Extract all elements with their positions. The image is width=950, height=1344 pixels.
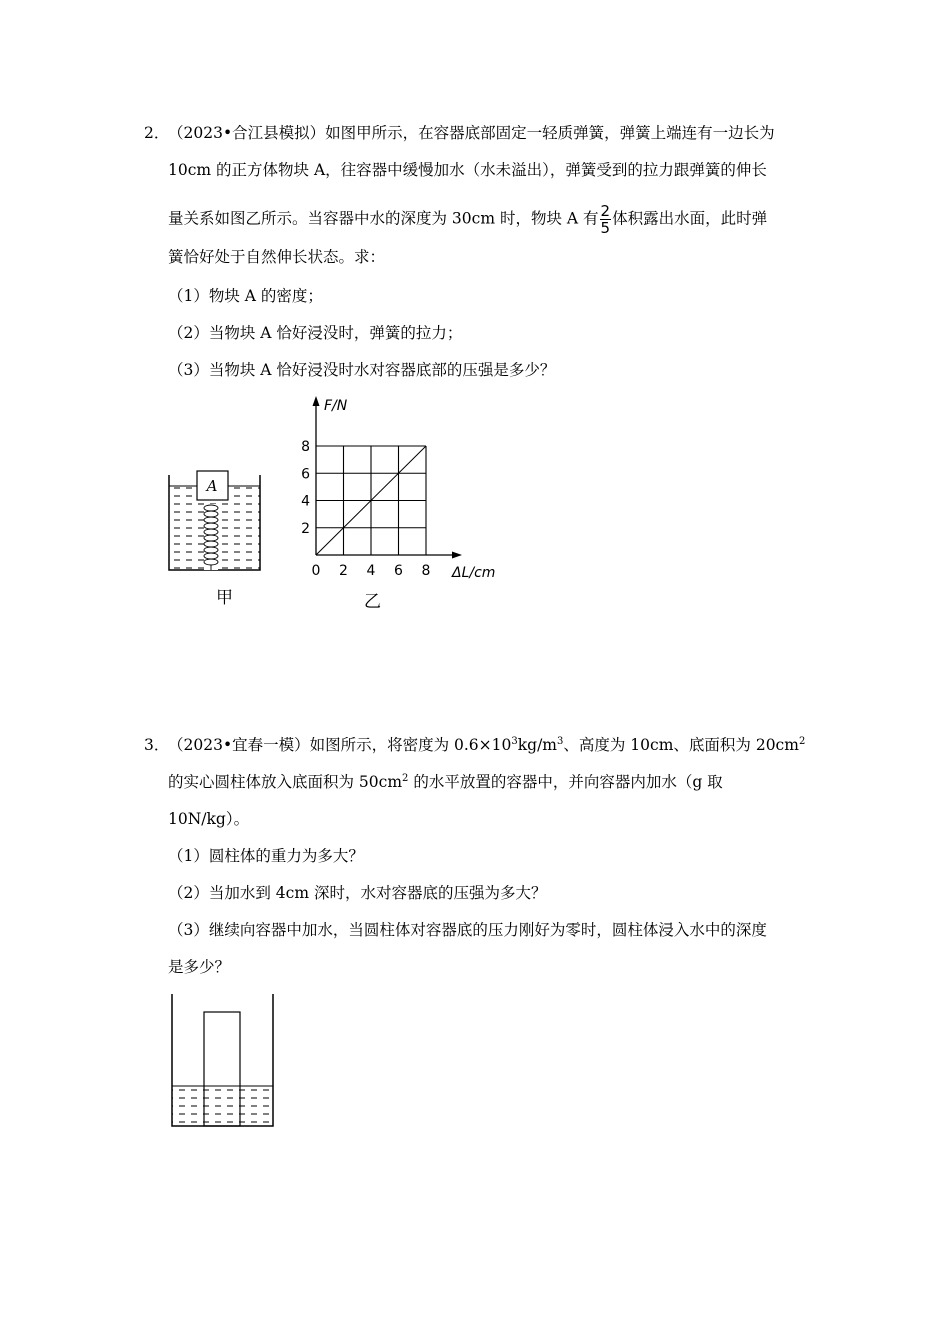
x-tick-label: 4 xyxy=(366,563,376,579)
chart-tick-labels xyxy=(301,439,430,579)
q3-line-2-sup: 2 xyxy=(402,772,409,784)
y-tick-label: 2 xyxy=(301,520,310,537)
fraction-denominator: 5 xyxy=(600,219,611,237)
q2-sub-2: （2）当物块 A 恰好浸没时，弹簧的拉力； xyxy=(168,324,463,342)
figure-yi-caption: 乙 xyxy=(364,592,381,612)
q3-line-2-a: 的实心圆柱体放入底面积为 50cm xyxy=(168,773,403,791)
q3-number: 3． xyxy=(144,736,170,754)
q3-sub-3-cont: 是多少？ xyxy=(168,958,231,976)
fraction-numerator: 2 xyxy=(600,202,611,220)
q2-sub-3: （3）当物块 A 恰好浸没时水对容器底部的压强是多少？ xyxy=(168,361,556,379)
q3-line-1-b: kg/m xyxy=(517,736,557,754)
q2-line-4: 簧恰好处于自然伸长状态。求： xyxy=(168,248,386,266)
figure-jia xyxy=(160,460,270,580)
y-tick-label: 8 xyxy=(301,439,310,455)
q3-line-1-sup-2: 3 xyxy=(557,735,564,747)
figure-jia-caption: 甲 xyxy=(216,588,233,608)
spring-gap xyxy=(204,504,218,570)
chart-y-axis-label: F/N xyxy=(324,398,348,414)
chart-axes xyxy=(313,396,463,559)
q2-line-1: （2023•合江县模拟）如图甲所示，在容器底部固定一轻质弹簧，弹簧上端连有一边长为 xyxy=(168,124,775,142)
q2-line-3-b: 体积露出水面，此时弹 xyxy=(612,209,768,228)
x-tick-label: 2 xyxy=(339,563,348,579)
y-tick-label: 6 xyxy=(301,466,310,483)
q2-number: 2． xyxy=(144,124,170,142)
chart-x-axis-label: ΔL/cm xyxy=(452,565,496,581)
x-tick-label: 8 xyxy=(421,563,431,579)
q3-line-1 xyxy=(168,735,805,755)
q3-sub-1: （1）圆柱体的重力为多大？ xyxy=(168,847,364,865)
q2-line-3 xyxy=(168,203,767,236)
figure-cylinder-container xyxy=(165,990,281,1132)
figure-yi-chart xyxy=(288,392,518,582)
q3-line-2-b: 的水平放置的容器中，并向容器内加水（g 取 xyxy=(408,773,723,791)
q3-sub-2: （2）当加水到 4cm 深时，水对容器底的压强为多大？ xyxy=(168,884,547,902)
fraction-two-fifths xyxy=(600,203,612,236)
water-region xyxy=(172,1086,273,1126)
block-a-label: A xyxy=(206,477,218,495)
y-axis-arrow-icon xyxy=(313,396,320,406)
x-axis-arrow-icon xyxy=(452,552,462,559)
q3-sub-3: （3）继续向容器中加水，当圆柱体对容器底的压力刚好为零时，圆柱体浸入水中的深度 xyxy=(168,921,767,939)
x-tick-label: 0 xyxy=(311,563,321,579)
q2-line-2: 10cm 的正方体物块 A，往容器中缓慢加水（水未溢出），弹簧受到的拉力跟弹簧的伸长 xyxy=(168,161,767,179)
q2-sub-1: （1）物块 A 的密度； xyxy=(168,287,323,305)
y-tick-label: 4 xyxy=(301,493,310,510)
q3-line-1-a: （2023•宜春一模）如图所示，将密度为 0.6×10 xyxy=(168,736,512,754)
q3-line-2 xyxy=(168,772,723,792)
q3-line-3: 10N/kg）。 xyxy=(168,810,250,828)
q3-line-1-sup-3: 2 xyxy=(798,735,806,747)
q2-line-3-a: 量关系如图乙所示。当容器中水的深度为 30cm 时，物块 A 有 xyxy=(168,209,599,228)
x-tick-label: 6 xyxy=(394,563,403,579)
q3-line-1-sup-1: 3 xyxy=(511,735,518,747)
q3-line-1-c: 、高度为 10cm、底面积为 20cm xyxy=(563,736,799,754)
